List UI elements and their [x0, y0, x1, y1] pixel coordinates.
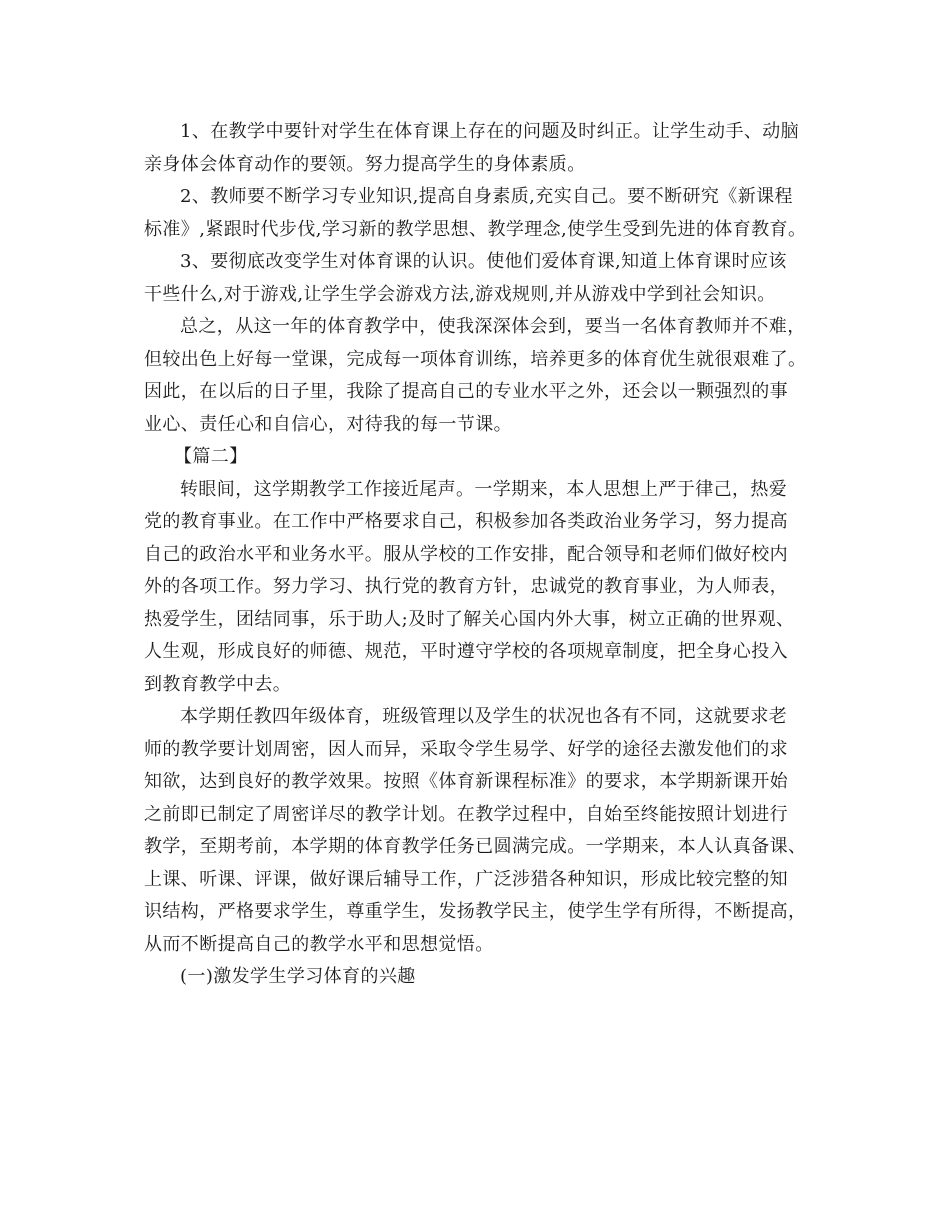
text-line: 之前即已制定了周密详尽的教学计划。在教学过程中，自始至终能按照计划进行	[144, 803, 788, 825]
text-line: 知欲，达到良好的教学效果。按照《体育新课程标准》的要求，本学期新课开始	[144, 771, 788, 792]
text-line: 业心、责任心和自信心，对待我的每一节课。	[144, 413, 512, 435]
text-line: 热爱学生，团结同事，乐于助人;及时了解关心国内外大事，树立正确的世界观、	[144, 608, 795, 630]
text-line: 但较出色上好每一堂课，完成每一项体育训练，培养更多的体育优生就很艰难了。	[144, 348, 807, 370]
text-line: 转眼间，这学期教学工作接近尾声。一学期来，本人思想上严于律己，热爱	[180, 478, 788, 500]
text-line: 人生观，形成良好的师德、规范，平时遵守学校的各项规章制度，把全身心投入	[144, 641, 788, 662]
text-line: 干些什么,对于游戏,让学生学会游戏方法,游戏规则,并从游戏中学到社会知识。	[144, 283, 776, 305]
text-line: 教学，至期考前，本学期的体育教学任务已圆满完成。一学期来，本人认真备课、	[144, 836, 807, 857]
text-line: 总之，从这一年的体育教学中，使我深深体会到，要当一名体育教师并不难，	[180, 316, 806, 337]
text-line: 从而不断提高自己的教学水平和思想觉悟。	[144, 933, 494, 955]
text-line: 上课、听课、评课，做好课后辅导工作，广泛涉猎各种知识，形成比较完整的知	[144, 868, 788, 890]
text-line: 因此，在以后的日子里，我除了提高自己的专业水平之外，还会以一颗强烈的事	[144, 381, 788, 402]
text-line: 外的各项工作。努力学习、执行党的教育方针，忠诚党的教育事业，为人师表，	[144, 576, 788, 597]
text-line: 3、要彻底改变学生对体育课的认识。使他们爱体育课,知道上体育课时应该	[180, 251, 787, 272]
text-line: 到教育教学中去。	[144, 673, 292, 695]
text-line: 2、教师要不断学习专业知识,提高自身素质,充实自己。要不断研究《新课程	[180, 186, 793, 207]
subsection-heading: (一)激发学生学习体育的兴趣	[180, 966, 416, 987]
text-line: 标准》,紧跟时代步伐,学习新的教学思想、教学理念,使学生受到先进的体育教育。	[144, 218, 807, 240]
text-line: 党的教育事业。在工作中严格要求自己，积极参加各类政治业务学习，努力提高	[144, 511, 788, 532]
text-line: 识结构，严格要求学生，尊重学生，发扬教学民主，使学生学有所得，不断提高，	[144, 901, 807, 922]
text-line: 亲身体会体育动作的要领。努力提高学生的身体素质。	[144, 153, 586, 175]
text-line: 本学期任教四年级体育，班级管理以及学生的状况也各有不同，这就要求老	[180, 706, 788, 727]
text-line: 1、在教学中要针对学生在体育课上存在的问题及时纠正。让学生动手、动脑	[180, 121, 800, 142]
text-line: 师的教学要计划周密，因人而异，采取令学生易学、好学的途径去激发他们的求	[144, 738, 788, 760]
section-heading: 【篇二】	[174, 446, 248, 467]
document-body	[144, 116, 810, 994]
text-line: 自己的政治水平和业务水平。服从学校的工作安排，配合领导和老师们做好校内	[144, 543, 788, 565]
